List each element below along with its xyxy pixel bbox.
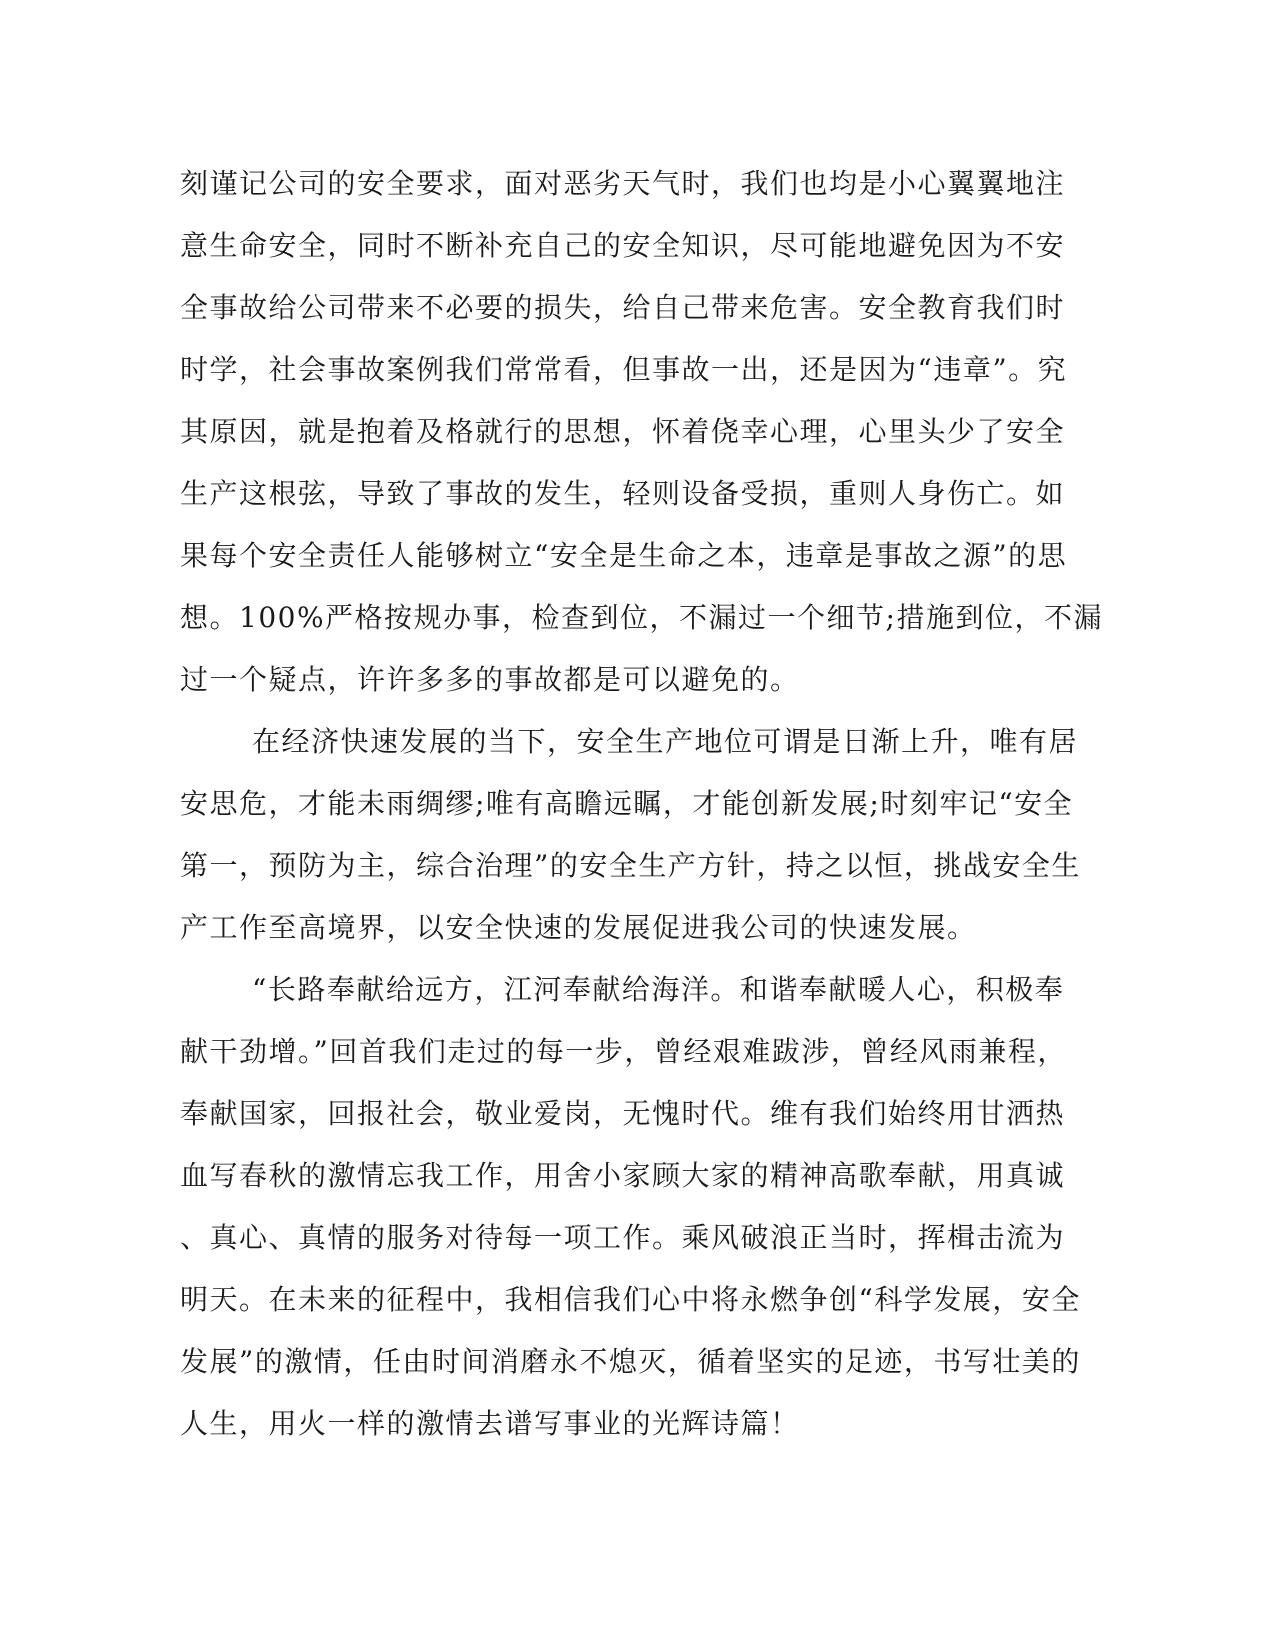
text-line: 过一个疑点，许许多多的事故都是可以避免的。 (180, 663, 800, 696)
paragraph-start-line: 在经济快速发展的当下，安全生产地位可谓是日渐上升，唯有居 (252, 725, 1079, 758)
text-line: 刻谨记公司的安全要求，面对恶劣天气时，我们也均是小心翼翼地注 (180, 167, 1066, 200)
text-line: 安思危，才能未雨绸缪;唯有高瞻远瞩，才能创新发展;时刻牢记“安全 (180, 787, 1074, 820)
text-line: 意生命安全，同时不断补充自己的安全知识，尽可能地避免因为不安 (180, 229, 1066, 262)
text-line: 人生，用火一样的激情去谱写事业的光辉诗篇！ (180, 1407, 800, 1440)
text-line: 产工作至高境界，以安全快速的发展促进我公司的快速发展。 (180, 911, 977, 944)
text-line: 生产这根弦，导致了事故的发生，轻则设备受损，重则人身伤亡。如 (180, 477, 1066, 510)
text-line: 发展”的激情，任由时间消磨永不熄灭，循着坚实的足迹，书写壮美的 (180, 1345, 1081, 1378)
text-line: 想。100%严格按规办事，检查到位，不漏过一个细节;措施到位，不漏 (180, 601, 1103, 634)
text-line: 血写春秋的激情忘我工作，用舍小家顾大家的精神高歌奉献，用真诚 (180, 1159, 1066, 1192)
text-line: 第一，预防为主，综合治理”的安全生产方针，持之以恒，挑战安全生 (180, 849, 1081, 882)
text-line: 献干劲增。”回首我们走过的每一步，曾经艰难跋涉，曾经风雨兼程， (180, 1035, 1067, 1068)
text-line: 果每个安全责任人能够树立“安全是生命之本，违章是事故之源”的思 (180, 539, 1068, 572)
document-body (180, 153, 1103, 1455)
text-line: 、真心、真情的服务对待每一项工作。乘风破浪正当时，挥楫击流为 (180, 1221, 1066, 1254)
text-line: 时学，社会事故案例我们常常看，但事故一出，还是因为“违章”。究 (180, 353, 1068, 386)
text-line: 明天。在未来的征程中，我相信我们心中将永燃争创“科学发展，安全 (180, 1283, 1081, 1316)
text-line: 全事故给公司带来不必要的损失，给自己带来危害。安全教育我们时 (180, 291, 1066, 324)
text-line: 奉献国家，回报社会，敬业爱岗，无愧时代。维有我们始终用甘洒热 (180, 1097, 1066, 1130)
text-line: 其原因，就是抱着及格就行的思想，怀着侥幸心理，心里头少了安全 (180, 415, 1066, 448)
paragraph-start-line: “长路奉献给远方，江河奉献给海洋。和谐奉献暖人心，积极奉 (252, 973, 1065, 1006)
